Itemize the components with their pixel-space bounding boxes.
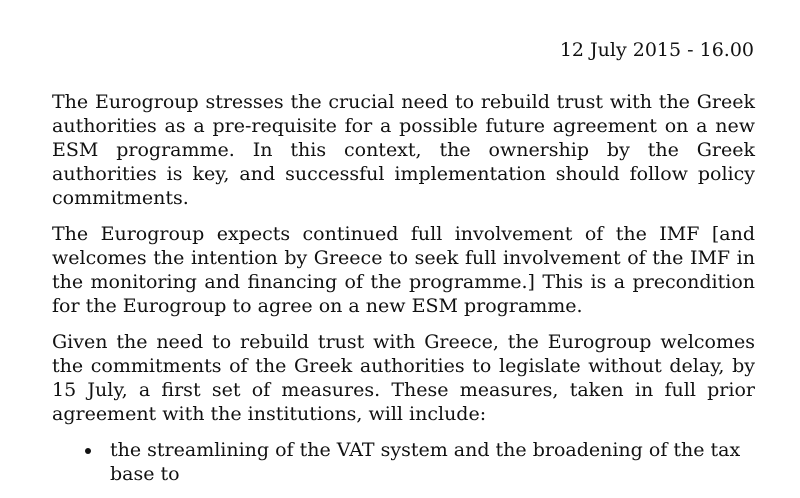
document-date: 12 July 2015 - 16.00 [559, 39, 754, 61]
bullet-icon [85, 448, 91, 454]
paragraph-trust: The Eurogroup stresses the crucial need to rebuild trust with the Greek authorities as a pre-requisite for a possible future agreement on a new ESM programme. In this context, the ownership by the Greek authorities is key, and successful implementation should follow policy commitments. [52, 91, 755, 209]
paragraph-measures: Given the need to rebuild trust with Greece, the Eurogroup welcomes the commitments of the Greek authorities to legislate without delay, by 15 July, a first set of measures. These measures, taken in full prior agreement with the institutions, will include: [52, 331, 755, 425]
list-item-text: the streamlining of the VAT system and the broadening of the tax base to [110, 439, 741, 485]
paragraph-imf: The Eurogroup expects continued full involvement of the IMF [and welcomes the intention by Greece to seek full involvement of the IMF in the monitoring and financing of the programme.] This is a precondition for the Eurogroup to agree on a new ESM programme. [52, 223, 755, 317]
document-body [52, 90, 755, 486]
list-item [52, 438, 755, 486]
measures-list [52, 438, 755, 486]
